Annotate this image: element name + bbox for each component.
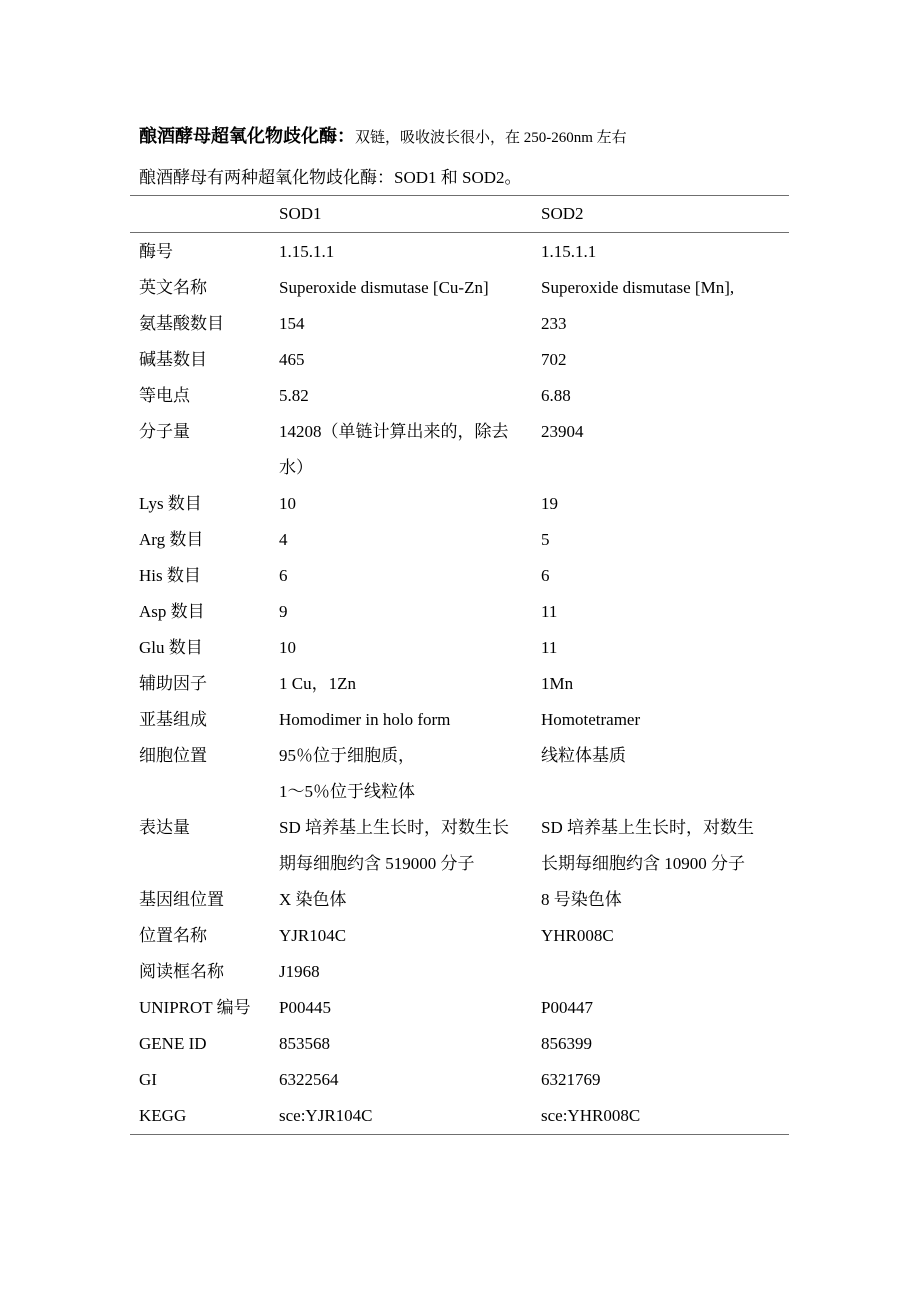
document-heading <box>139 124 627 151</box>
table-row <box>130 414 789 486</box>
cell-sod2 <box>541 990 789 1026</box>
cell-line: 长期每细胞约含 10900 分子 <box>541 854 745 873</box>
cell-sod2 <box>541 270 789 306</box>
row-label: 英文名称 <box>139 278 207 297</box>
cell-sod1 <box>279 270 541 306</box>
table-body <box>130 233 789 1134</box>
cell-line: 11 <box>541 638 558 657</box>
row-label: GENE ID <box>139 1034 207 1053</box>
row-label: Arg 数目 <box>139 530 204 549</box>
row-label: 碱基数目 <box>139 350 207 369</box>
cell-sod2 <box>541 342 789 378</box>
cell-sod2 <box>541 1098 789 1134</box>
cell-line: YJR104C <box>279 926 347 945</box>
cell-line: 10 <box>279 494 296 513</box>
table-row <box>130 558 789 594</box>
cell-line: 1～5％位于线粒体 <box>279 782 415 801</box>
table-row <box>130 738 789 810</box>
cell-sod1 <box>279 1098 541 1134</box>
cell-sod1 <box>279 990 541 1026</box>
table-header-row <box>130 196 789 233</box>
table-row <box>130 306 789 342</box>
table-row <box>130 630 789 666</box>
cell-sod1 <box>279 810 541 882</box>
cell-sod2 <box>541 234 789 270</box>
cell-line: X 染色体 <box>279 890 347 909</box>
cell-line: Superoxide dismutase [Cu-Zn] <box>279 278 489 297</box>
row-label: 氨基酸数目 <box>139 314 224 333</box>
table-row <box>130 522 789 558</box>
cell-sod2 <box>541 738 789 810</box>
row-label: 酶号 <box>139 242 173 261</box>
cell-line: 23904 <box>541 422 584 441</box>
cell-sod2 <box>541 810 789 882</box>
row-label: 辅助因子 <box>139 674 207 693</box>
table-row <box>130 954 789 990</box>
cell-sod1 <box>279 306 541 342</box>
cell-sod1 <box>279 666 541 702</box>
cell-sod1 <box>279 558 541 594</box>
cell-sod2 <box>541 558 789 594</box>
cell-sod2 <box>541 1026 789 1062</box>
heading-title: 酿酒酵母超氧化物歧化酶： <box>139 126 355 147</box>
row-label: Lys 数目 <box>139 494 202 513</box>
cell-line: 19 <box>541 494 558 513</box>
cell-line: sce:YHR008C <box>541 1106 641 1125</box>
row-label: 分子量 <box>139 422 190 441</box>
row-label: 表达量 <box>139 818 190 837</box>
cell-line: 6 <box>541 566 550 585</box>
cell-line: Superoxide dismutase [Mn], <box>541 278 735 297</box>
cell-sod2 <box>541 666 789 702</box>
cell-sod1 <box>279 486 541 522</box>
row-label: KEGG <box>139 1106 187 1125</box>
row-label: Asp 数目 <box>139 602 205 621</box>
cell-line: 4 <box>279 530 288 549</box>
cell-line: 5.82 <box>279 386 309 405</box>
cell-line: 6.88 <box>541 386 571 405</box>
cell-sod1 <box>279 918 541 954</box>
cell-sod2 <box>541 378 789 414</box>
cell-line: 1 Cu，1Zn <box>279 674 356 693</box>
cell-line: Homotetramer <box>541 710 641 729</box>
cell-sod1 <box>279 630 541 666</box>
cell-line <box>541 954 789 990</box>
cell-sod2 <box>541 486 789 522</box>
cell-sod1 <box>279 1026 541 1062</box>
cell-sod2 <box>541 954 789 990</box>
cell-sod2 <box>541 630 789 666</box>
cell-line: 水） <box>279 458 313 477</box>
table-row <box>130 666 789 702</box>
table-row <box>130 1062 789 1098</box>
cell-sod1 <box>279 342 541 378</box>
sod-comparison-table <box>130 195 789 1135</box>
table-row <box>130 234 789 270</box>
cell-line: 1.15.1.1 <box>541 242 597 261</box>
cell-sod2 <box>541 882 789 918</box>
row-label: GI <box>139 1070 157 1089</box>
cell-sod1 <box>279 702 541 738</box>
header-cell-sod1: SOD1 <box>279 204 322 223</box>
table-row <box>130 270 789 306</box>
cell-sod2 <box>541 702 789 738</box>
cell-sod2 <box>541 414 789 486</box>
row-label: UNIPROT 编号 <box>139 998 251 1017</box>
cell-line: 6 <box>279 566 288 585</box>
table-row <box>130 486 789 522</box>
cell-sod2 <box>541 1062 789 1098</box>
cell-line: P00445 <box>279 998 331 1017</box>
row-label: Glu 数目 <box>139 638 203 657</box>
cell-sod1 <box>279 522 541 558</box>
cell-sod1 <box>279 234 541 270</box>
cell-line: 5 <box>541 530 550 549</box>
table-row <box>130 1098 789 1134</box>
cell-sod1 <box>279 882 541 918</box>
table-row <box>130 882 789 918</box>
header-cell-sod2: SOD2 <box>541 204 584 223</box>
cell-line: 10 <box>279 638 296 657</box>
cell-sod2 <box>541 918 789 954</box>
row-label: 阅读框名称 <box>139 962 224 981</box>
table-row <box>130 1026 789 1062</box>
cell-line: J1968 <box>279 962 320 981</box>
intro-paragraph: 酿酒酵母有两种超氧化物歧化酶：SOD1 和 SOD2。 <box>139 168 522 187</box>
heading-note: 双链，吸收波长很小，在 250-260nm 左右 <box>355 130 627 146</box>
cell-line: 853568 <box>279 1034 330 1053</box>
cell-line: 14208（单链计算出来的，除去 <box>279 422 509 441</box>
cell-sod2 <box>541 306 789 342</box>
table-row <box>130 918 789 954</box>
cell-sod2 <box>541 594 789 630</box>
row-label: 细胞位置 <box>139 746 207 765</box>
cell-line: 6321769 <box>541 1070 601 1089</box>
cell-sod1 <box>279 738 541 810</box>
cell-line: 154 <box>279 314 305 333</box>
cell-line: 1.15.1.1 <box>279 242 335 261</box>
cell-sod1 <box>279 954 541 990</box>
cell-line: 期每细胞约含 519000 分子 <box>279 854 475 873</box>
cell-sod1 <box>279 378 541 414</box>
row-label: 位置名称 <box>139 926 207 945</box>
cell-line: Homodimer in holo form <box>279 710 451 729</box>
cell-line: 95％位于细胞质， <box>279 746 415 765</box>
table-row <box>130 378 789 414</box>
table-row <box>130 810 789 882</box>
table-row <box>130 702 789 738</box>
cell-line: SD 培养基上生长时，对数生 <box>541 818 754 837</box>
cell-sod1 <box>279 414 541 486</box>
table-row <box>130 990 789 1026</box>
cell-line: 233 <box>541 314 567 333</box>
cell-line: 1Mn <box>541 674 574 693</box>
cell-line: 8 号染色体 <box>541 890 622 909</box>
cell-sod2 <box>541 522 789 558</box>
cell-line: sce:YJR104C <box>279 1106 373 1125</box>
cell-line: 线粒体基质 <box>541 746 626 765</box>
table-row <box>130 342 789 378</box>
cell-sod1 <box>279 1062 541 1098</box>
row-label: 等电点 <box>139 386 190 405</box>
row-label: 亚基组成 <box>139 710 207 729</box>
row-label: 基因组位置 <box>139 890 224 909</box>
cell-line: 6322564 <box>279 1070 339 1089</box>
cell-line: YHR008C <box>541 926 614 945</box>
table-row <box>130 594 789 630</box>
cell-line: P00447 <box>541 998 593 1017</box>
cell-sod1 <box>279 594 541 630</box>
row-label: His 数目 <box>139 566 201 585</box>
cell-line: 11 <box>541 602 558 621</box>
cell-line: 465 <box>279 350 305 369</box>
cell-line: 702 <box>541 350 567 369</box>
cell-line: 9 <box>279 602 288 621</box>
cell-line: 856399 <box>541 1034 592 1053</box>
cell-line: SD 培养基上生长时，对数生长 <box>279 818 509 837</box>
